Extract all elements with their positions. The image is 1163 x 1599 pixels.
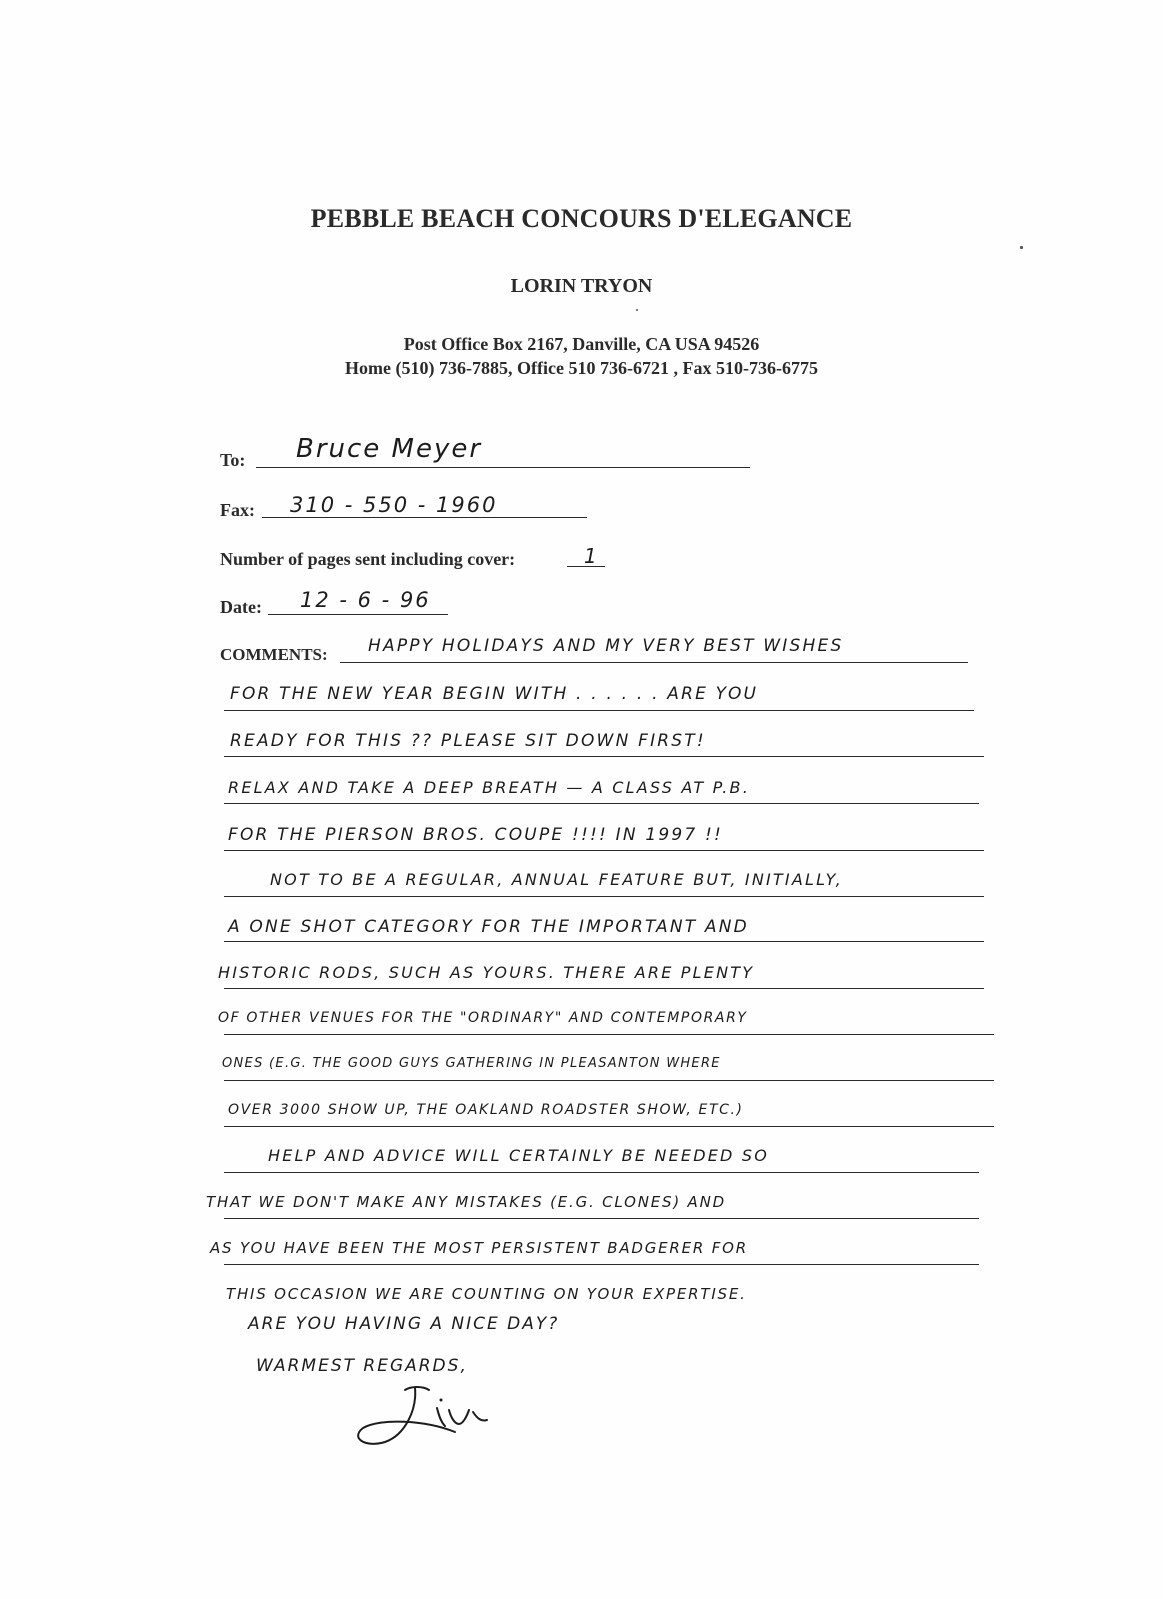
comment-line: FOR THE PIERSON BROS. COUPE !!!! IN 1997 !! [228, 825, 724, 845]
comment-line-rule [224, 1264, 979, 1265]
comment-line: HISTORIC RODS, SUCH AS YOURS. THERE ARE PLENTY [218, 963, 755, 982]
comment-line: HELP AND ADVICE WILL CERTAINLY BE NEEDED SO [268, 1146, 769, 1165]
letterhead-address: Post Office Box 2167, Danville, CA USA 94526 [403, 334, 760, 354]
letterhead-phone-numbers: Home (510) 736-7885, Office 510 736-6721 , Fax 510-736-6775 [345, 358, 818, 378]
scan-speck [1020, 246, 1023, 249]
closing-line: ARE YOU HAVING A NICE DAY? [248, 1314, 560, 1334]
comment-line: HAPPY HOLIDAYS AND MY VERY BEST WISHES [368, 636, 844, 656]
to-label: To: [220, 450, 246, 470]
comment-line: RELAX AND TAKE A DEEP BREATH — A CLASS AT P.B. [228, 778, 750, 797]
to-underline [256, 467, 750, 468]
comment-line-rule [224, 850, 984, 851]
comment-line: OVER 3000 SHOW UP, THE OAKLAND ROADSTER SHOW, ETC.) [228, 1102, 744, 1118]
comments-underline [340, 662, 968, 663]
comment-line-rule [224, 1034, 994, 1035]
comment-line: READY FOR THIS ?? PLEASE SIT DOWN FIRST! [230, 731, 706, 751]
comment-line-rule [224, 896, 984, 897]
regards-line: WARMEST REGARDS, [256, 1356, 468, 1376]
fax-label: Fax: [220, 500, 255, 520]
to-value: Bruce Meyer [296, 434, 483, 464]
pages-label: Number of pages sent including cover: [220, 549, 516, 569]
comment-line-rule [224, 1080, 994, 1081]
letterhead-name: LORIN TRYON [510, 275, 653, 297]
signature-image [345, 1380, 495, 1460]
comment-line-rule [224, 1218, 979, 1219]
comments-label: COMMENTS: [220, 645, 328, 664]
comment-line: ONES (E.G. THE GOOD GUYS GATHERING IN PLEASANTON WHERE [222, 1056, 721, 1071]
pages-value: 1 [584, 544, 599, 568]
comment-line: NOT TO BE A REGULAR, ANNUAL FEATURE BUT, INITIALLY, [270, 870, 843, 889]
comment-line: A ONE SHOT CATEGORY FOR THE IMPORTANT AND [228, 917, 749, 937]
fax-value: 310 - 550 - 1960 [290, 493, 498, 517]
comment-line-rule [224, 941, 984, 942]
comment-line-rule [224, 1126, 994, 1127]
date-label: Date: [220, 597, 262, 617]
date-underline [268, 614, 448, 615]
scan-speck [636, 309, 638, 311]
letterhead-title: PEBBLE BEACH CONCOURS D'ELEGANCE [310, 204, 853, 233]
fax-underline [262, 517, 587, 518]
comment-line: FOR THE NEW YEAR BEGIN WITH . . . . . . ARE YOU [230, 684, 759, 704]
comment-line-rule [224, 756, 984, 757]
comment-line-rule [224, 710, 974, 711]
comment-line-rule [224, 1172, 979, 1173]
comment-line: THIS OCCASION WE ARE COUNTING ON YOUR EXPERTISE. [226, 1285, 747, 1303]
comment-line-rule [224, 803, 979, 804]
comment-line-rule [224, 988, 984, 989]
date-value: 12 - 6 - 96 [300, 588, 431, 612]
comment-line: THAT WE DON'T MAKE ANY MISTAKES (E.G. CLONES) AND [206, 1193, 726, 1211]
comment-line: OF OTHER VENUES FOR THE "ORDINARY" AND CONTEMPORARY [218, 1010, 748, 1026]
comment-line: AS YOU HAVE BEEN THE MOST PERSISTENT BADGERER FOR [210, 1239, 748, 1257]
